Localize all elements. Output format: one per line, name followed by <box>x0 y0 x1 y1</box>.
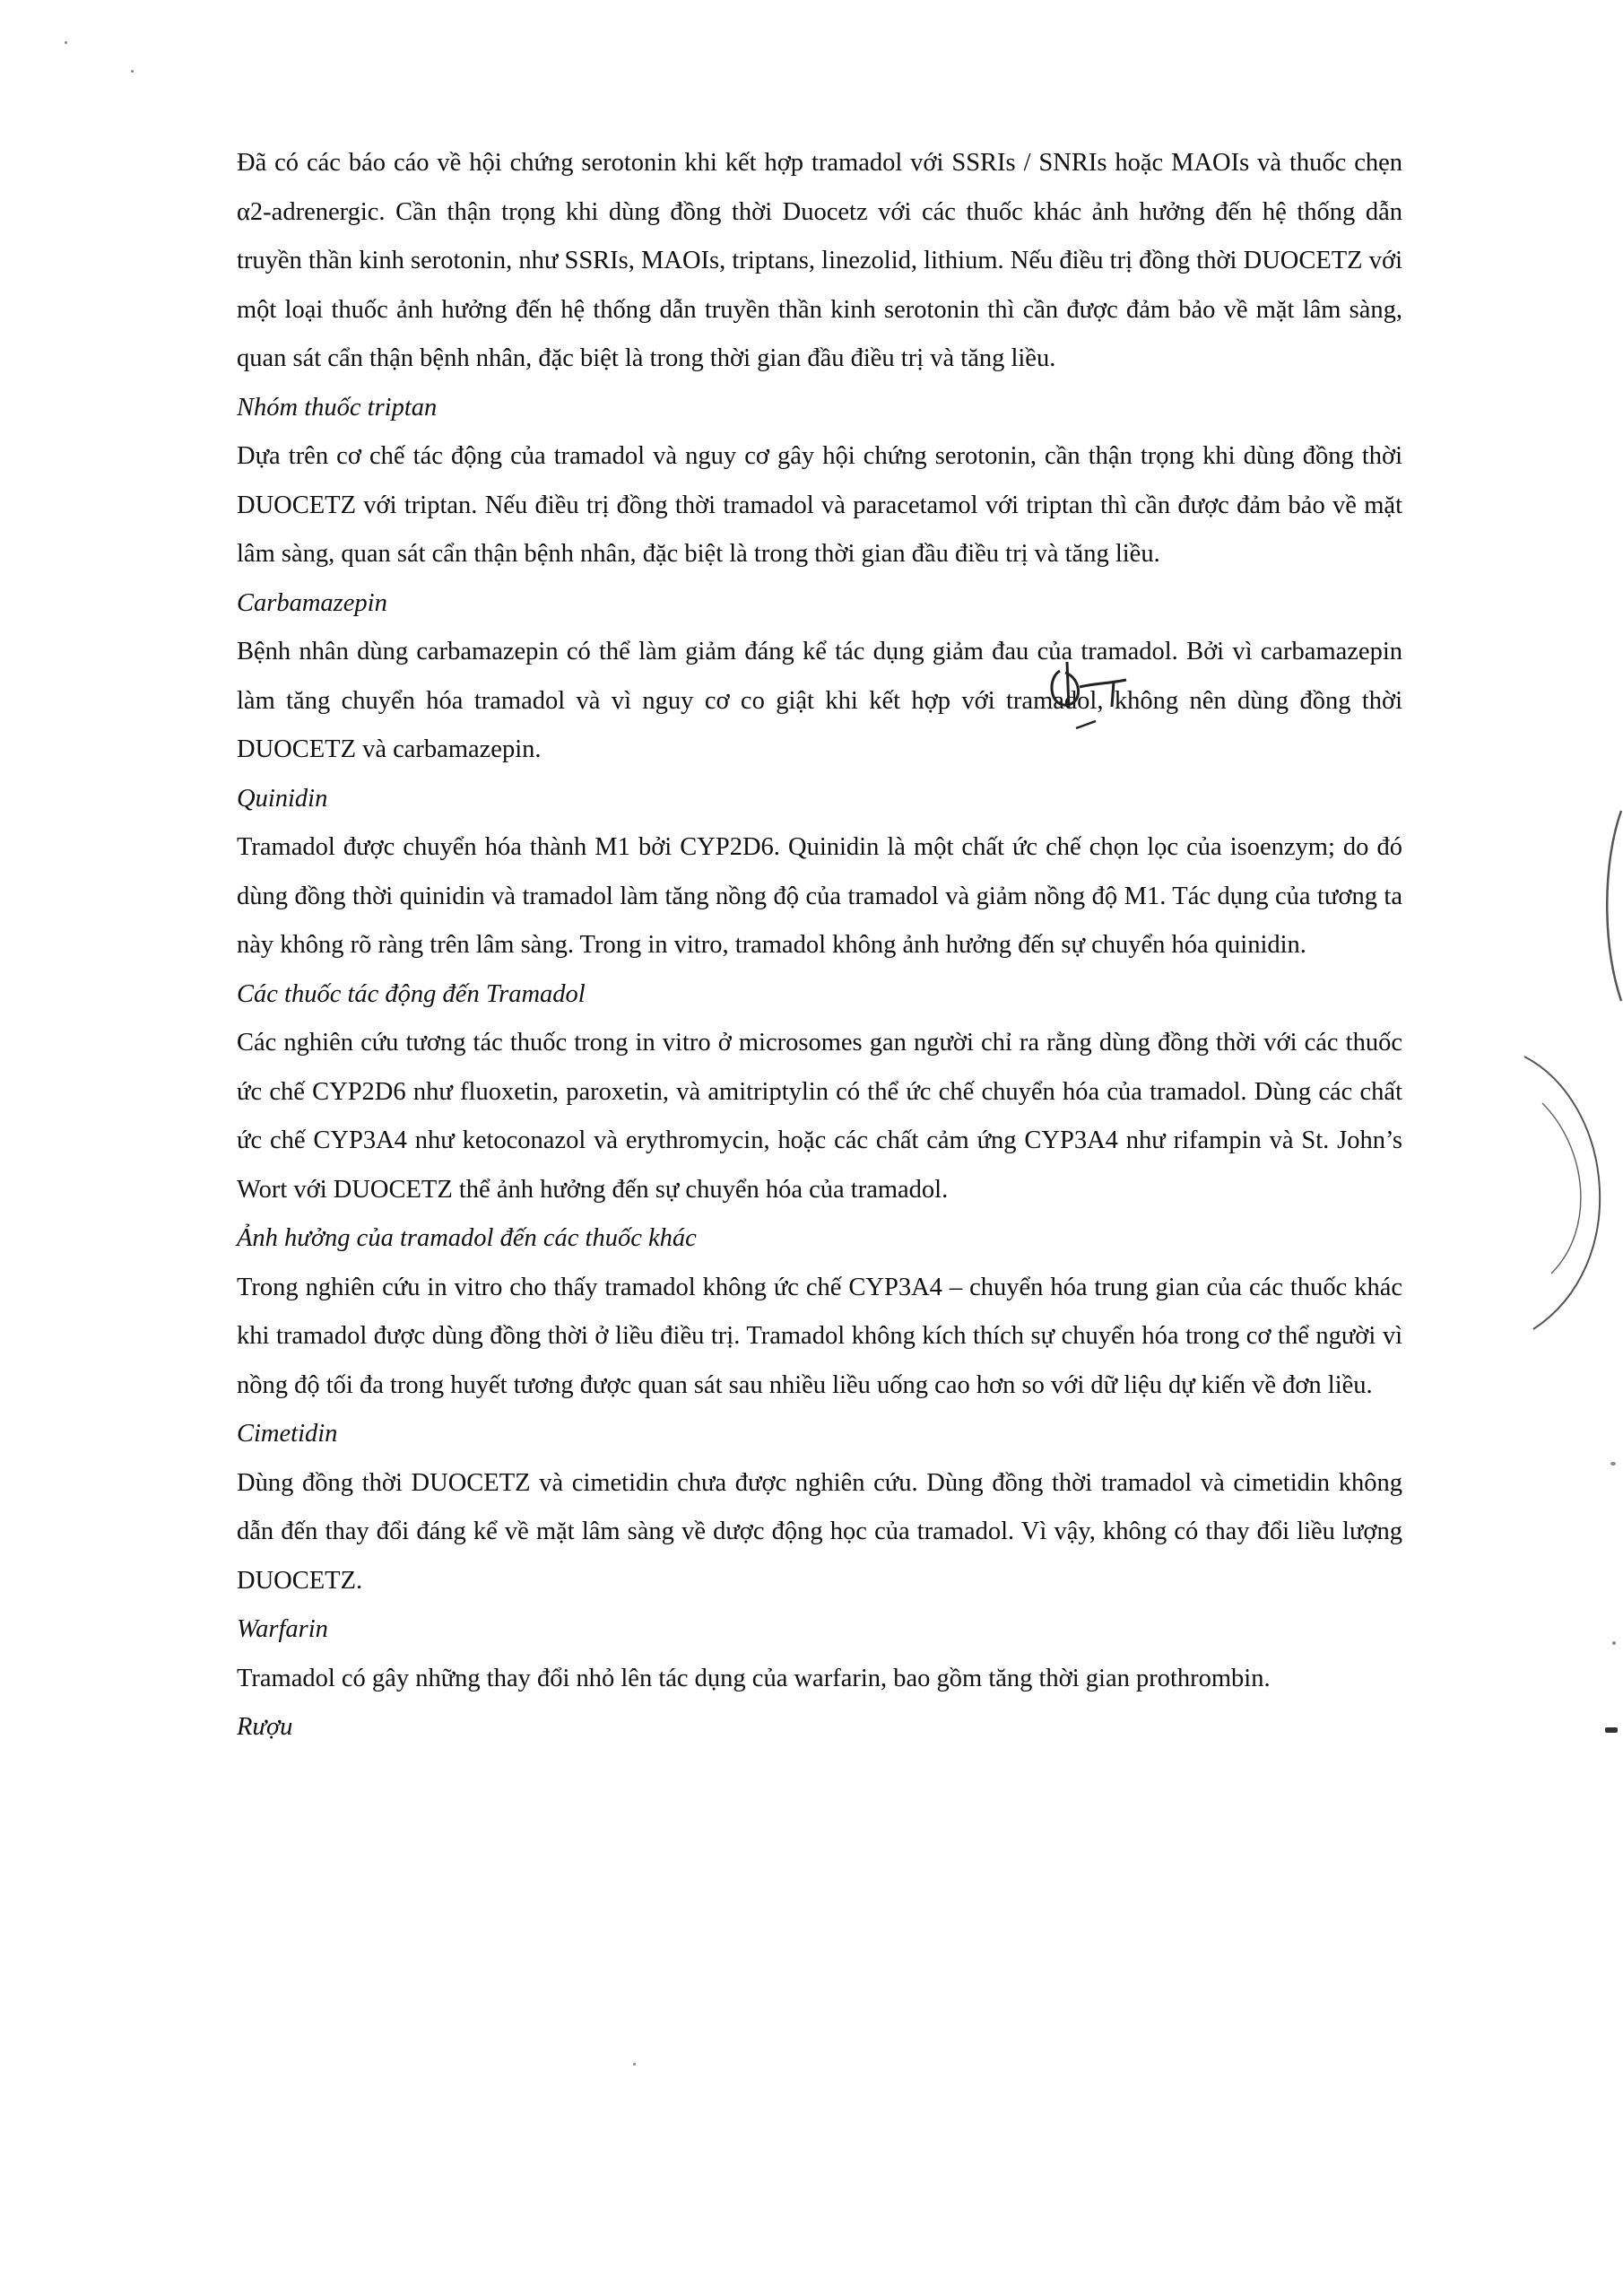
scan-dot <box>1612 1641 1616 1645</box>
heading-tramadol-effects: Ảnh hưởng của tramadol đến các thuốc khác <box>237 1224 697 1252</box>
heading-triptan: Nhóm thuốc triptan <box>237 393 438 422</box>
paragraph-carbamazepin: Bệnh nhân dùng carbamazepin có thể làm giảm đáng kể tác dụng giảm đau của tramadol. Bởi vì carbamazepin làm tăng chuyển hóa tramadol và vì nguy cơ co giật khi kết hợp với tramadol, không nên dùng đồng thời DUOCETZ và carbamazepin. <box>237 638 1402 763</box>
scan-dot <box>131 70 134 73</box>
document-body <box>237 139 1402 1752</box>
heading-alcohol: Rượu <box>237 1713 293 1741</box>
handwritten-initials-mark <box>1040 653 1139 734</box>
scan-dot <box>1605 1727 1618 1733</box>
heading-quinidin: Quinidin <box>237 784 328 813</box>
scan-dot <box>1610 1462 1616 1465</box>
paragraph-serotonin-syndrome: Đã có các báo cáo về hội chứng serotonin khi kết hợp tramadol với SSRIs / SNRIs hoặc MAOIs và thuốc chẹn α2-adrenergic. Cần thận trọng khi dùng đồng thời Duocetz với các thuốc khác ảnh hưởng đến hệ thống dẫn truyền thần kinh serotonin, như SSRIs, MAOIs, triptans, linezolid, lithium. Nếu điều trị đồng thời DUOCETZ với một loại thuốc ảnh hưởng đến hệ thống dẫn truyền thần kinh serotonin thì cần được đảm bảo về mặt lâm sàng, quan sát cẩn thận bệnh nhân, đặc biệt là trong thời gian đầu điều trị và tăng liều. <box>237 149 1402 372</box>
seal-stamp-arc-top <box>1596 807 1623 1004</box>
seal-stamp-arc-bottom <box>1515 1049 1623 1336</box>
heading-drugs-affecting-tramadol: Các thuốc tác động đến Tramadol <box>237 979 586 1008</box>
paragraph-triptan: Dựa trên cơ chế tác động của tramadol và nguy cơ gây hội chứng serotonin, cần thận trọng khi dùng đồng thời DUOCETZ với triptan. Nếu điều trị đồng thời tramadol và paracetamol với triptan thì cần được đảm bảo về mặt lâm sàng, quan sát cẩn thận bệnh nhân, đặc biệt là trong thời gian đầu điều trị và tăng liều. <box>237 442 1402 568</box>
paragraph-warfarin: Tramadol có gây những thay đổi nhỏ lên tác dụng của warfarin, bao gồm tăng thời gian prothrombin. <box>237 1664 1271 1692</box>
paragraph-cimetidin: Dùng đồng thời DUOCETZ và cimetidin chưa được nghiên cứu. Dùng đồng thời tramadol và cimetidin không dẫn đến thay đổi đáng kể về mặt lâm sàng về dược động học của tramadol. Vì vậy, không có thay đổi liều lượng DUOCETZ. <box>237 1468 1402 1595</box>
scan-dot <box>65 41 67 44</box>
heading-warfarin: Warfarin <box>237 1615 328 1643</box>
paragraph-quinidin: Tramadol được chuyển hóa thành M1 bởi CYP2D6. Quinidin là một chất ức chế chọn lọc của isoenzym; do đó dùng đồng thời quinidin và tramadol làm tăng nồng độ của tramadol và giảm nồng độ M1. Tác dụng của tương ta này không rõ ràng trên lâm sàng. Trong in vitro, tramadol không ảnh hưởng đến sự chuyển hóa quinidin. <box>237 833 1402 959</box>
heading-cimetidin: Cimetidin <box>237 1420 338 1448</box>
scan-dot <box>633 2063 636 2066</box>
paragraph-tramadol-effects: Trong nghiên cứu in vitro cho thấy tramadol không ức chế CYP3A4 – chuyển hóa trung gian của các thuốc khác khi tramadol được dùng đồng thời ở liều điều trị. Tramadol không kích thích sự chuyển hóa trong cơ thể người vì nồng độ tối đa trong huyết tương được quan sát sau nhiều liều uống cao hơn so với dữ liệu dự kiến về đơn liều. <box>237 1273 1402 1399</box>
heading-carbamazepin: Carbamazepin <box>237 588 387 617</box>
paragraph-drugs-affecting-tramadol: Các nghiên cứu tương tác thuốc trong in vitro ở microsomes gan người chỉ ra rằng dùng đồng thời với các thuốc ức chế CYP2D6 như fluoxetin, paroxetin, và amitriptylin có thể ức chế chuyển hóa của tramadol. Dùng các chất ức chế CYP3A4 như ketoconazol và erythromycin, hoặc các chất cảm ứng CYP3A4 như rifampin và St. John’s Wort với DUOCETZ thể ảnh hưởng đến sự chuyển hóa của tramadol. <box>237 1029 1402 1204</box>
